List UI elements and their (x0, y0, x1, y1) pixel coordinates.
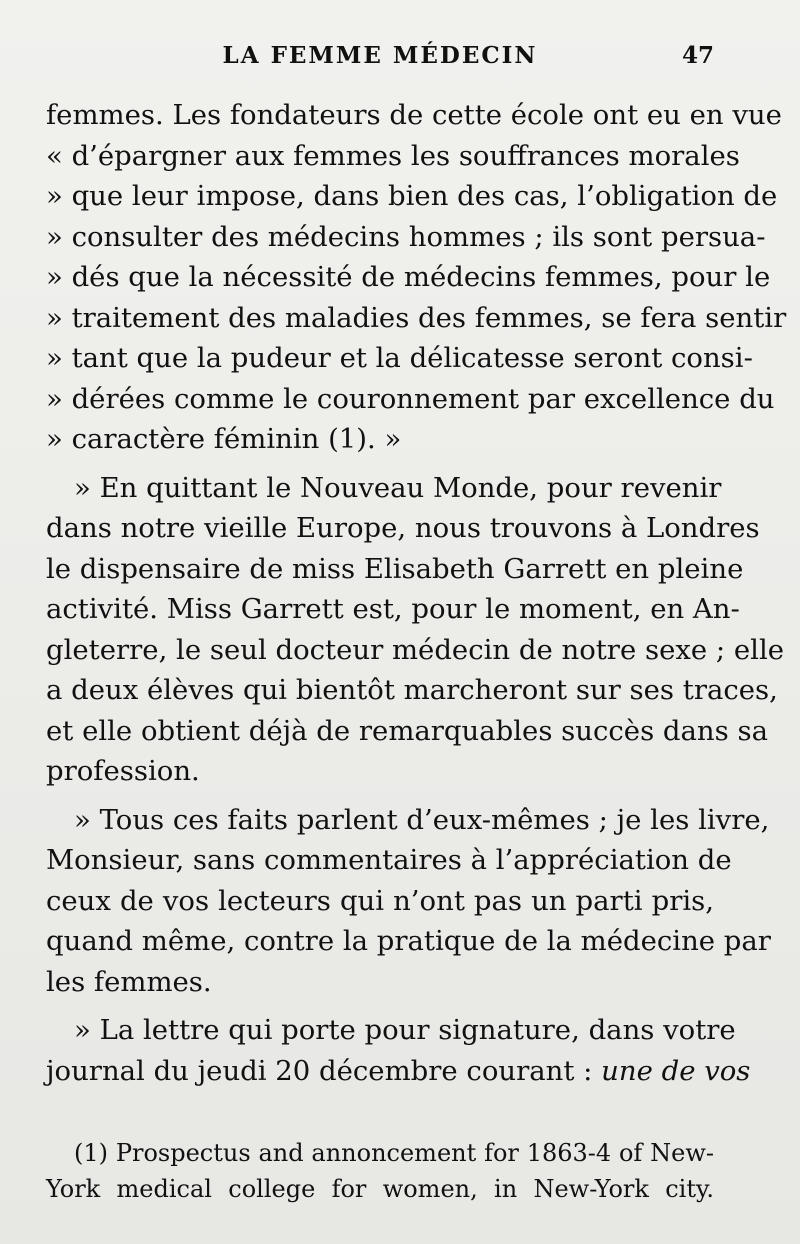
text-line: » En quittant le Nouveau Monde, pour revenir (74, 471, 722, 504)
paragraph-3 (46, 800, 771, 1003)
text-line: quand même, contre la pratique de la médecine par (46, 925, 771, 957)
text-line: » consulter des médecins hommes ; ils sont persua- (46, 220, 766, 253)
text-line: » tant que la pudeur et la délicatesse seront consi- (46, 342, 753, 374)
running-head: LA FEMME MÉDECIN (222, 42, 538, 69)
text-line: « d’épargner aux femmes les souffrances morales (46, 139, 740, 172)
text-line: » que leur impose, dans bien des cas, l’obligation de (46, 180, 778, 212)
text-line: les femmes. (46, 965, 212, 998)
text-fragment: journal du jeudi 20 décembre courant : (46, 1054, 593, 1087)
paragraph-1 (46, 95, 787, 460)
page-number: 47 (681, 42, 714, 69)
footnote-line: (1) Prospectus and annoncement for 1863-4 of New- (74, 1139, 714, 1167)
text-line: » Tous ces faits parlent d’eux-mêmes ; je les livre, (74, 803, 770, 836)
paragraph-2 (46, 468, 785, 792)
text-line: activité. Miss Garrett est, pour le moment, en An- (46, 593, 740, 625)
footnote-line: York medical college for women, in New-York city. (46, 1175, 714, 1203)
text-line-with-italic (46, 1051, 751, 1092)
page-header (46, 42, 714, 78)
italic-fragment: une de vos (601, 1054, 751, 1087)
text-line: » traitement des maladies des femmes, se fera sentir (46, 301, 787, 334)
text-line: » caractère féminin (1). » (46, 423, 402, 455)
text-line: » dés que la nécessité de médecins femmes, pour le (46, 261, 771, 293)
text-line: dans notre vieille Europe, nous trouvons à Londres (46, 512, 760, 544)
footnote (46, 1135, 714, 1207)
main-text (46, 95, 787, 1091)
text-line: » dérées comme le couronnement par excellence du (46, 382, 775, 415)
text-line: femmes. Les fondateurs de cette école ont eu en vue (46, 99, 782, 131)
text-line: et elle obtient déjà de remarquables succès dans sa (46, 714, 768, 747)
text-line: le dispensaire de miss Elisabeth Garrett en pleine (46, 552, 744, 585)
paragraph-4 (46, 1010, 751, 1091)
text-line: » La lettre qui porte pour signature, dans votre (74, 1014, 736, 1046)
text-line: profession. (46, 755, 200, 787)
text-line: a deux élèves qui bientôt marcheront sur ses traces, (46, 674, 778, 706)
text-line: gleterre, le seul docteur médecin de notre sexe ; elle (46, 633, 785, 666)
text-line: Monsieur, sans commentaires à l’appréciation de (46, 844, 732, 876)
text-line: ceux de vos lecteurs qui n’ont pas un parti pris, (46, 884, 714, 917)
